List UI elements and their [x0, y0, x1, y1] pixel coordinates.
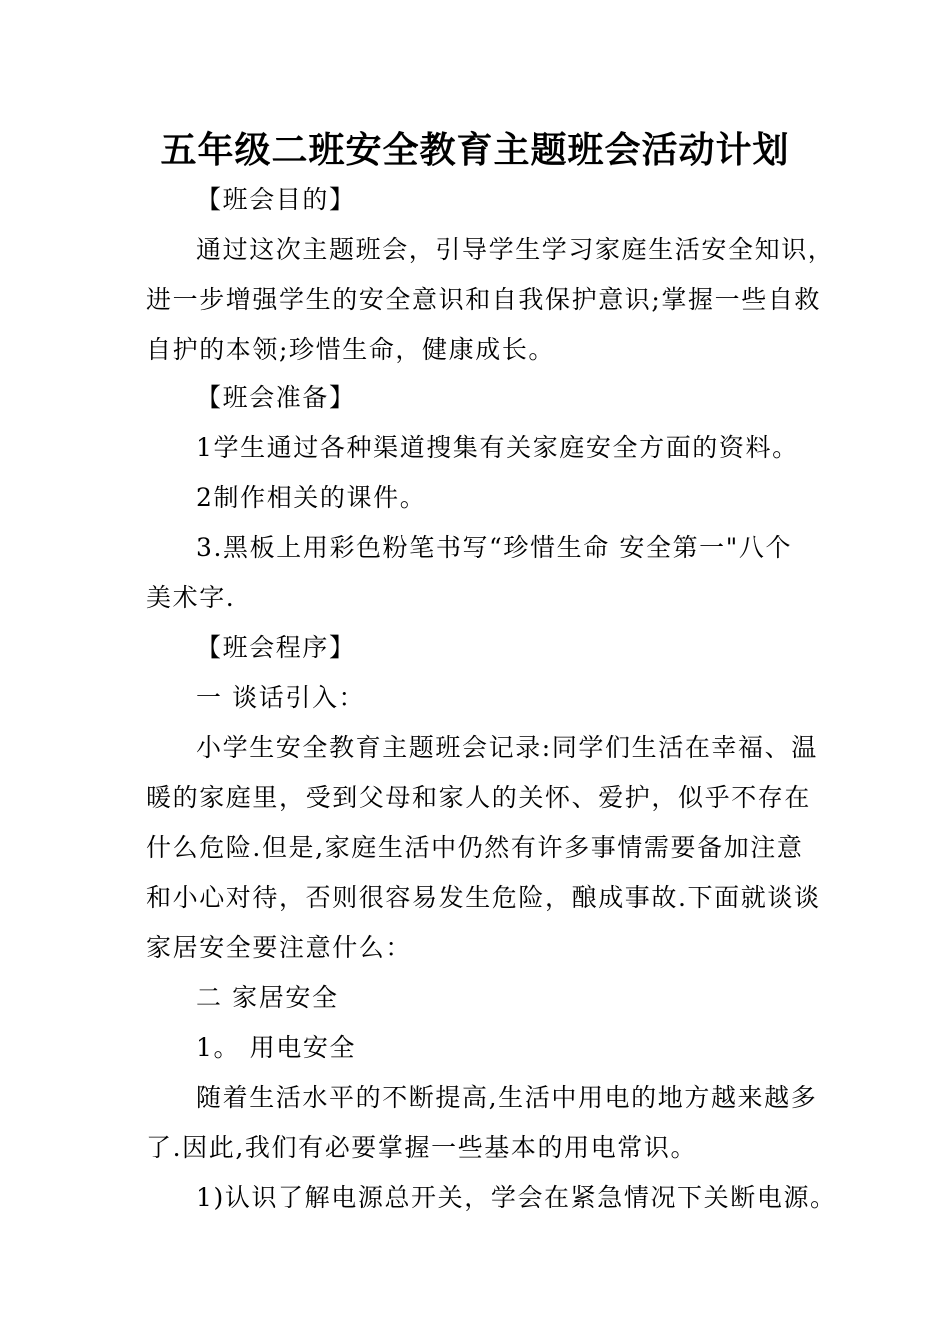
paragraph-line: 自护的本领;珍惜生命，健康成长。	[146, 335, 556, 364]
paragraph-line: 什么危险.但是,家庭生活中仍然有许多事情需要备加注意	[146, 833, 804, 862]
section-heading-procedure: 【班会程序】	[196, 633, 356, 662]
list-item-continuation: 美术字.	[146, 583, 236, 612]
subsection-heading: 二 家居安全	[196, 983, 339, 1012]
paragraph-line: 进一步增强学生的安全意识和自我保护意识;掌握一些自救	[146, 285, 822, 314]
section-heading-purpose: 【班会目的】	[196, 185, 356, 214]
list-item: 3.黑板上用彩色粉笔书写“珍惜生命 安全第一"八个	[196, 533, 793, 562]
paragraph-line: 了.因此,我们有必要掌握一些基本的用电常识。	[146, 1133, 698, 1162]
section-heading-preparation: 【班会准备】	[196, 383, 356, 412]
subsection-heading: 1。 用电安全	[196, 1033, 357, 1062]
paragraph-line: 暖的家庭里，受到父母和家人的关怀、爱护，似乎不存在	[146, 783, 812, 812]
paragraph-line: 通过这次主题班会，引导学生学习家庭生活安全知识，	[196, 235, 835, 264]
subsection-heading: 一 谈话引入：	[196, 683, 366, 712]
paragraph-line: 1)认识了解电源总开关，学会在紧急情况下关断电源。	[196, 1183, 837, 1212]
paragraph-line: 小学生安全教育主题班会记录:同学们生活在幸福、温	[196, 733, 818, 762]
paragraph-line: 和小心对待，否则很容易发生危险，酿成事故.下面就谈谈	[146, 883, 821, 912]
paragraph-line: 家居安全要注意什么：	[146, 933, 413, 962]
document-title: 五年级二班安全教育主题班会活动计划	[160, 129, 790, 171]
list-item: 1学生通过各种渠道搜集有关家庭安全方面的资料。	[196, 433, 799, 462]
list-item: 2制作相关的课件。	[196, 483, 427, 512]
paragraph-line: 随着生活水平的不断提高,生活中用电的地方越来越多	[196, 1083, 818, 1112]
